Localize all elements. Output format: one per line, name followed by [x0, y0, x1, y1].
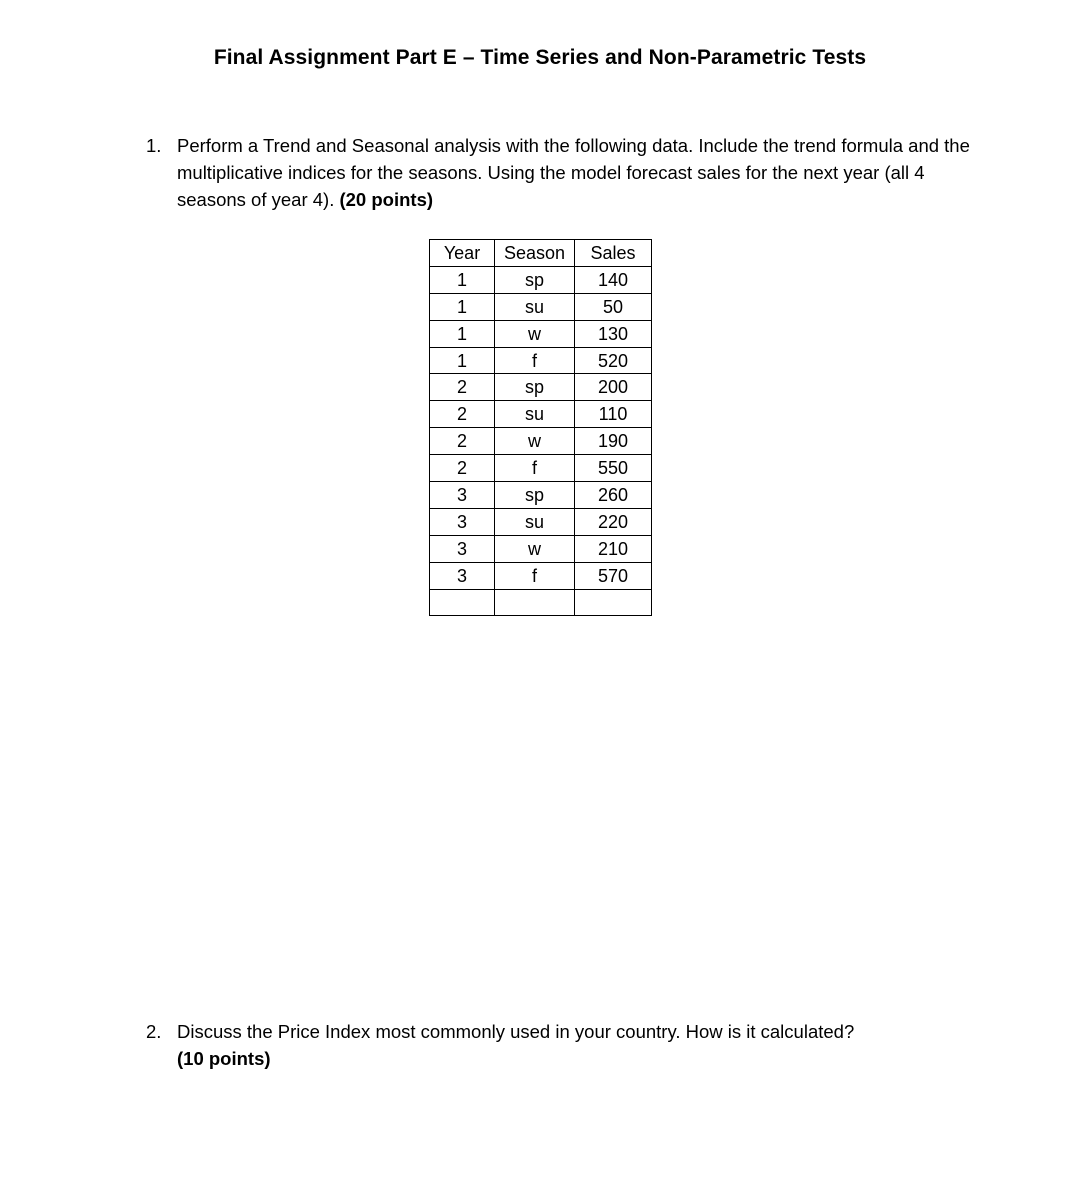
table-cell-year: 2	[430, 428, 495, 455]
question-1	[146, 132, 986, 213]
question-points: (10 points)	[177, 1048, 271, 1069]
table-cell-sales: 200	[575, 374, 652, 401]
table-cell-year: 3	[430, 562, 495, 589]
table-row	[430, 482, 652, 509]
table-cell-sales: 220	[575, 508, 652, 535]
table-row	[430, 320, 652, 347]
column-header-sales: Sales	[575, 240, 652, 267]
table-cell-sales: 210	[575, 535, 652, 562]
table-cell-season: w	[495, 428, 575, 455]
table-cell-year: 3	[430, 535, 495, 562]
table-row	[430, 535, 652, 562]
table-row	[430, 401, 652, 428]
table-cell-season: f	[495, 455, 575, 482]
table-cell-year: 2	[430, 401, 495, 428]
table-cell-sales: 260	[575, 482, 652, 509]
table-row	[430, 374, 652, 401]
table-cell-season: w	[495, 535, 575, 562]
table-cell-season: f	[495, 562, 575, 589]
table-row	[430, 347, 652, 374]
column-header-year: Year	[430, 240, 495, 267]
question-text	[177, 132, 986, 213]
table-cell-sales: 520	[575, 347, 652, 374]
table-cell-season: su	[495, 293, 575, 320]
table-cell-sales: 50	[575, 293, 652, 320]
table-cell-year: 3	[430, 482, 495, 509]
table-cell-season: su	[495, 508, 575, 535]
table-row	[430, 266, 652, 293]
question-text	[177, 1018, 986, 1072]
table-cell-year: 2	[430, 455, 495, 482]
question-number: 2.	[146, 1021, 162, 1042]
table-cell-season: sp	[495, 374, 575, 401]
table-cell-season	[495, 589, 575, 616]
table-header-row	[430, 240, 652, 267]
table-cell-year: 3	[430, 508, 495, 535]
table-cell-season: f	[495, 347, 575, 374]
table-cell-season: su	[495, 401, 575, 428]
table-row	[430, 562, 652, 589]
question-body: Perform a Trend and Seasonal analysis with the following data. Include the trend formula and the multiplicative indices for the seasons. Using the model forecast sales for the next year (all 4 seasons of year 4).	[177, 135, 970, 210]
sales-data-table	[429, 239, 652, 616]
table-cell-sales: 110	[575, 401, 652, 428]
page-title: Final Assignment Part E – Time Series and Non-Parametric Tests	[213, 46, 867, 69]
table-cell-year: 1	[430, 266, 495, 293]
table-cell-year	[430, 589, 495, 616]
table-cell-year: 1	[430, 347, 495, 374]
question-2	[146, 1018, 986, 1072]
table-cell-sales: 550	[575, 455, 652, 482]
table-cell-sales: 570	[575, 562, 652, 589]
table-cell-sales	[575, 589, 652, 616]
table-cell-season: sp	[495, 482, 575, 509]
table-row	[430, 293, 652, 320]
table-row	[430, 455, 652, 482]
table-body	[430, 266, 652, 616]
table-cell-year: 1	[430, 293, 495, 320]
table-row	[430, 589, 652, 616]
table-cell-year: 1	[430, 320, 495, 347]
table-row	[430, 508, 652, 535]
table-cell-year: 2	[430, 374, 495, 401]
table-cell-sales: 190	[575, 428, 652, 455]
table-row	[430, 428, 652, 455]
table-cell-season: sp	[495, 266, 575, 293]
table-cell-season: w	[495, 320, 575, 347]
column-header-season: Season	[495, 240, 575, 267]
table-cell-sales: 140	[575, 266, 652, 293]
table-cell-sales: 130	[575, 320, 652, 347]
question-body: Discuss the Price Index most commonly used in your country. How is it calculated?	[177, 1021, 855, 1042]
question-points: (20 points)	[339, 189, 434, 210]
question-number: 1.	[146, 135, 162, 156]
